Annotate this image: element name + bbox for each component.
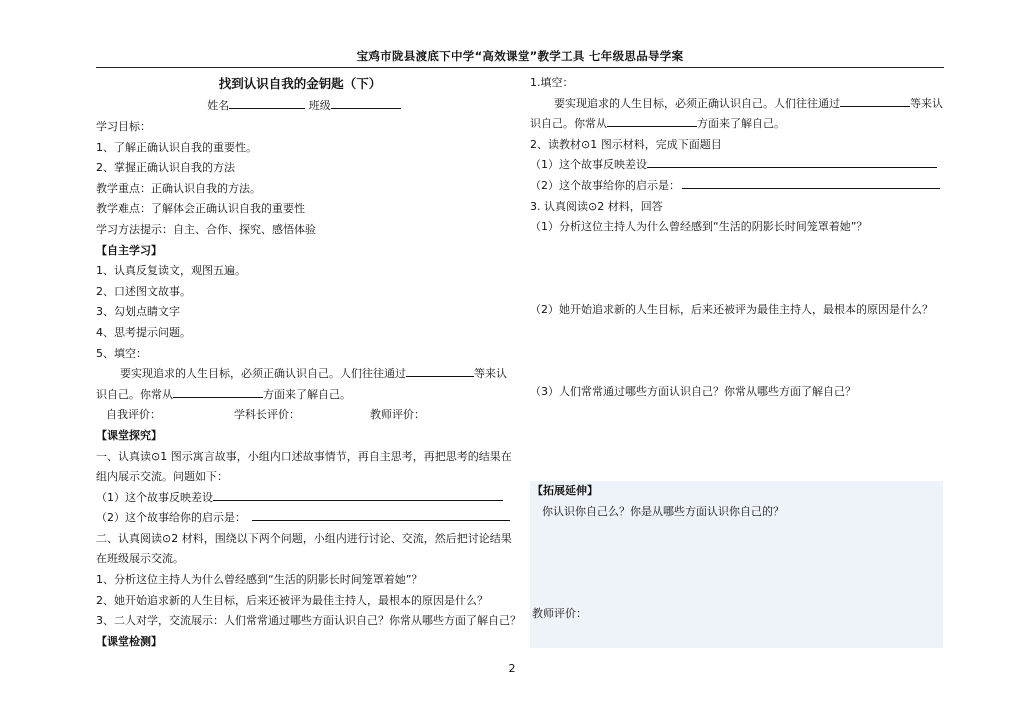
right-q2-1-text: （1）这个故事反映差设 bbox=[530, 158, 647, 172]
name-blank[interactable] bbox=[229, 97, 305, 109]
header-rule bbox=[96, 67, 944, 68]
explore-title: 【课堂探究】 bbox=[96, 428, 162, 442]
fill-blank-2[interactable] bbox=[173, 386, 263, 398]
right-fill-text-b: 等来认 bbox=[910, 96, 943, 110]
explore-1-q2 bbox=[96, 508, 512, 529]
fill-text-d: 方面来了解自己。 bbox=[263, 387, 351, 401]
fill-text-c: 识自己。你常从 bbox=[96, 387, 173, 401]
right-fill-title: 1.填空： bbox=[530, 76, 574, 89]
leader-eval-label: 学科长评价： bbox=[234, 408, 300, 422]
extension-box bbox=[530, 481, 943, 648]
right-fill-blank-2[interactable] bbox=[607, 115, 697, 127]
class-blank[interactable] bbox=[331, 97, 401, 109]
self-study-1: 1、认真反复读文，观图五遍。 bbox=[96, 264, 246, 278]
teaching-difficulty: 教学难点：了解体会正确认识自我的重要性 bbox=[96, 202, 305, 216]
self-study-4: 4、思考提示问题。 bbox=[96, 325, 191, 339]
explore-2-q2: 2、她开始追求新的人生目标，后来还被评为最佳主持人，最根本的原因是什么？ bbox=[96, 593, 488, 607]
extension-question: 你认识你自己么？你是从哪些方面认识你自己的？ bbox=[542, 504, 784, 518]
right-q2-1 bbox=[530, 155, 944, 176]
page-header: 宝鸡市陇县渡底下中学“高效课堂”教学工具 七年级思品导学案 bbox=[356, 49, 684, 63]
teacher-eval-label: 教师评价： bbox=[370, 408, 425, 422]
method-hint: 学习方法提示：自主、合作、探究、感悟体验 bbox=[96, 222, 316, 236]
goal-1: 1、了解正确认识自我的重要性。 bbox=[96, 140, 257, 154]
explore-1-line-a: 一、认真读⊙1 图示寓言故事，小组内口述故事情节，再自主思考，再把思考的结果在 bbox=[96, 449, 512, 463]
right-q3-title: 3. 认真阅读⊙2 材料，回答 bbox=[530, 199, 663, 213]
explore-1-q1-blank[interactable] bbox=[213, 489, 503, 501]
left-column bbox=[96, 73, 521, 652]
explore-2-q1: 1、分析这位主持人为什么曾经感到“生活的阴影长时间笼罩着她”？ bbox=[96, 573, 423, 587]
goal-2: 2、掌握正确认识自我的方法 bbox=[96, 161, 235, 175]
teaching-key: 教学重点：正确认识自我的方法。 bbox=[96, 181, 261, 195]
fill-text-a: 要实现追求的人生目标，必须正确认识自己。人们往往通过 bbox=[120, 367, 406, 381]
right-fill-line-1 bbox=[530, 94, 944, 115]
goals-title: 学习目标： bbox=[96, 120, 151, 133]
answer-space-2[interactable] bbox=[530, 320, 944, 382]
right-q3-1: （1）分析这位主持人为什么曾经感到“生活的阴影长时间笼罩着她”？ bbox=[530, 220, 868, 234]
name-label: 姓名 bbox=[207, 99, 230, 112]
right-q2-2-text: （2）这个故事给你的启示是： bbox=[530, 178, 680, 192]
right-q3-3: （3）人们常常通过哪些方面认识自己？你常从哪些方面了解自己？ bbox=[530, 385, 856, 399]
explore-2-line-a: 二、认真阅读⊙2 材料，围绕以下两个问题，小组内进行讨论、交流，然后把讨论结果 bbox=[96, 531, 512, 545]
page-number: 2 bbox=[508, 662, 516, 675]
right-q2-2-blank[interactable] bbox=[682, 177, 940, 189]
explore-2-line-b: 在班级展示交流。 bbox=[96, 552, 184, 566]
right-fill-text-a: 要实现追求的人生目标，必须正确认识自己。人们往往通过 bbox=[554, 96, 840, 110]
class-label: 班级 bbox=[308, 99, 331, 112]
name-class-row bbox=[96, 95, 512, 117]
explore-3: 3、二人对学，交流展示：人们常常通过哪些方面认识自己？你常从哪些方面了解自己？ bbox=[96, 614, 521, 628]
explore-1-q2-text: （2）这个故事给你的启示是： bbox=[96, 511, 246, 525]
self-study-2: 2、口述图文故事。 bbox=[96, 284, 191, 298]
extension-answer-space[interactable] bbox=[530, 522, 943, 604]
extension-teacher-eval: 教师评价： bbox=[532, 607, 587, 621]
explore-1-line-b: 组内展示交流。问题如下： bbox=[96, 470, 228, 484]
right-q3-2: （2）她开始追求新的人生目标，后来还被评为最佳主持人，最根本的原因是什么？ bbox=[530, 302, 933, 316]
lesson-title: 找到认识自我的金钥匙（下） bbox=[218, 76, 382, 91]
self-study-5: 5、填空： bbox=[96, 346, 147, 360]
right-fill-text-d: 方面来了解自己。 bbox=[697, 117, 785, 131]
right-fill-line-2 bbox=[530, 114, 944, 135]
right-q2-title: 2、读教材⊙1 图示材料，完成下面题目 bbox=[530, 137, 722, 151]
right-q2-1-blank[interactable] bbox=[647, 156, 937, 168]
evaluation-row bbox=[96, 405, 512, 426]
explore-1-q1 bbox=[96, 488, 512, 509]
right-q2-2 bbox=[530, 176, 944, 197]
fill-line-1 bbox=[96, 364, 512, 385]
answer-space-1[interactable] bbox=[530, 238, 944, 300]
self-study-3: 3、勾划点睛文字 bbox=[96, 305, 180, 319]
extension-title: 【拓展延伸】 bbox=[532, 484, 598, 497]
right-fill-blank-1[interactable] bbox=[840, 95, 910, 107]
fill-text-b: 等来认 bbox=[474, 367, 507, 381]
explore-1-q2-blank[interactable] bbox=[252, 509, 510, 521]
fill-line-2 bbox=[96, 385, 512, 406]
fill-blank-1[interactable] bbox=[406, 365, 474, 377]
self-eval-label: 自我评价： bbox=[106, 408, 161, 422]
self-study-title: 【自主学习】 bbox=[96, 243, 162, 257]
right-fill-text-c: 识自己。你常从 bbox=[530, 117, 607, 131]
explore-1-q1-text: （1）这个故事反映差设 bbox=[96, 490, 213, 504]
check-title: 【课堂检测】 bbox=[96, 634, 162, 648]
right-column bbox=[530, 73, 944, 403]
